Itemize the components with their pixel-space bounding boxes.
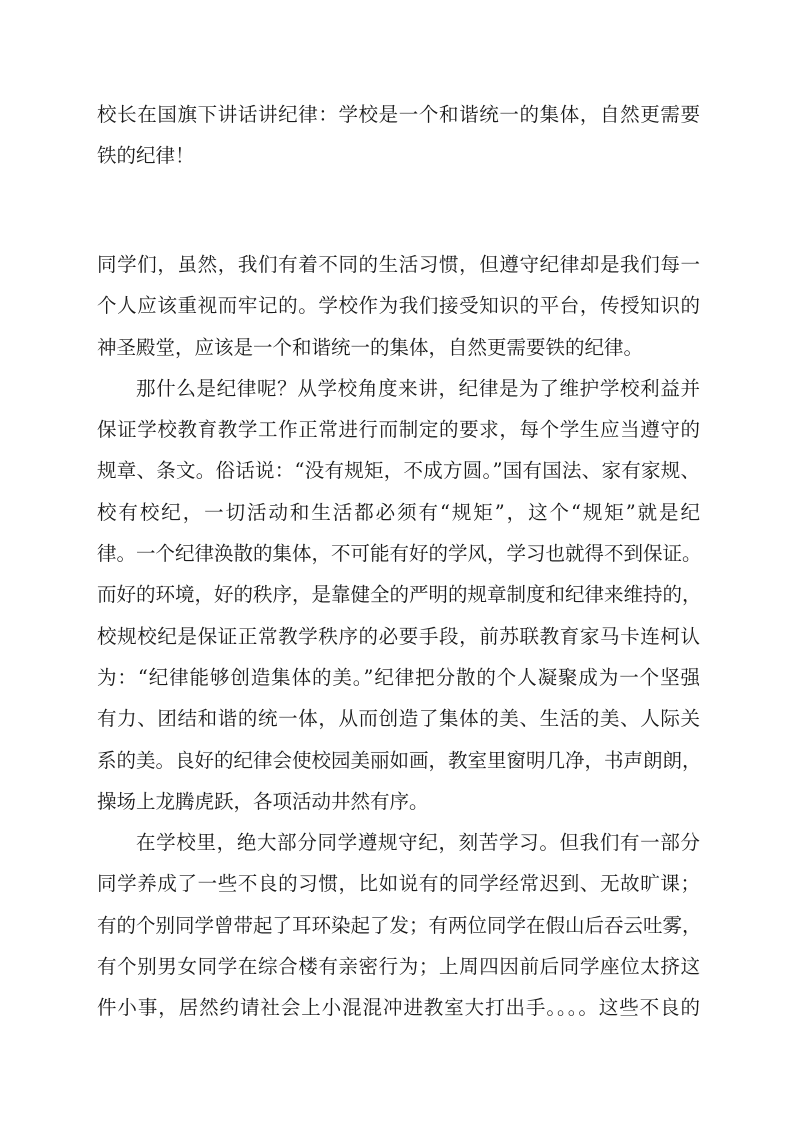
paragraph-bad-habits — [97, 822, 700, 1028]
text-line: 那什么是纪律呢？从学校角度来讲，纪律是为了维护学校利益并 — [136, 376, 700, 400]
text-line: 保证学校教育教学工作正常进行而制定的要求，每个学生应当遵守的 — [97, 418, 700, 442]
text-line: 在学校里，绝大部分同学遵规守纪，刻苦学习。但我们有一部分 — [136, 831, 700, 855]
text-line: 神圣殿堂，应该是一个和谐统一的集体，自然更需要铁的纪律。 — [97, 335, 644, 359]
text-line: 同学们，虽然，我们有着不同的生活习惯，但遵守纪律却是我们每一 — [97, 253, 700, 276]
document-body — [97, 244, 700, 1029]
text-line: 同学养成了一些不良的习惯，比如说有的同学经常迟到、无故旷课； — [97, 872, 700, 896]
text-line: 而好的环境，好的秩序，是靠健全的严明的规章制度和纪律来维持的， — [97, 583, 702, 607]
text-line: 有个别男女同学在综合楼有亲密行为；上周四因前后同学座位太挤这 — [97, 955, 700, 979]
text-line: 校有校纪，一切活动和生活都必须有“规矩”，这个“规矩”就是纪 — [97, 500, 700, 524]
title-line: 铁的纪律！ — [97, 144, 195, 168]
document-title — [97, 94, 700, 177]
text-line: 校规校纪是保证正常教学秩序的必要手段，前苏联教育家马卡连柯认 — [97, 624, 700, 648]
text-line: 系的美。良好的纪律会使校园美丽如画，教室里窗明几净，书声朗朗， — [97, 748, 702, 772]
paragraph-what-is-discipline — [97, 368, 700, 822]
text-line: 规章、条文。俗话说：“没有规矩，不成方圆。”国有国法、家有家规、 — [97, 459, 700, 483]
paragraph-intro — [97, 244, 700, 368]
text-line: 有力、团结和谐的统一体，从而创造了集体的美、生活的美、人际关 — [97, 707, 700, 731]
title-line: 校长在国旗下讲话讲纪律：学校是一个和谐统一的集体，自然更需要 — [97, 103, 700, 126]
text-line: 操场上龙腾虎跃，各项活动井然有序。 — [97, 789, 429, 813]
text-line: 件小事，居然约请社会上小混混冲进教室大打出手。。。。这些不良的 — [97, 996, 700, 1020]
text-line: 为：“纪律能够创造集体的美。”纪律把分散的个人凝聚成为一个坚强 — [97, 665, 700, 689]
text-line: 律。一个纪律涣散的集体，不可能有好的学风，学习也就得不到保证。 — [97, 542, 702, 566]
text-line: 个人应该重视而牢记的。学校作为我们接受知识的平台，传授知识的 — [97, 294, 700, 318]
text-line: 有的个别同学曾带起了耳环染起了发；有两位同学在假山后吞云吐雾， — [97, 913, 702, 937]
